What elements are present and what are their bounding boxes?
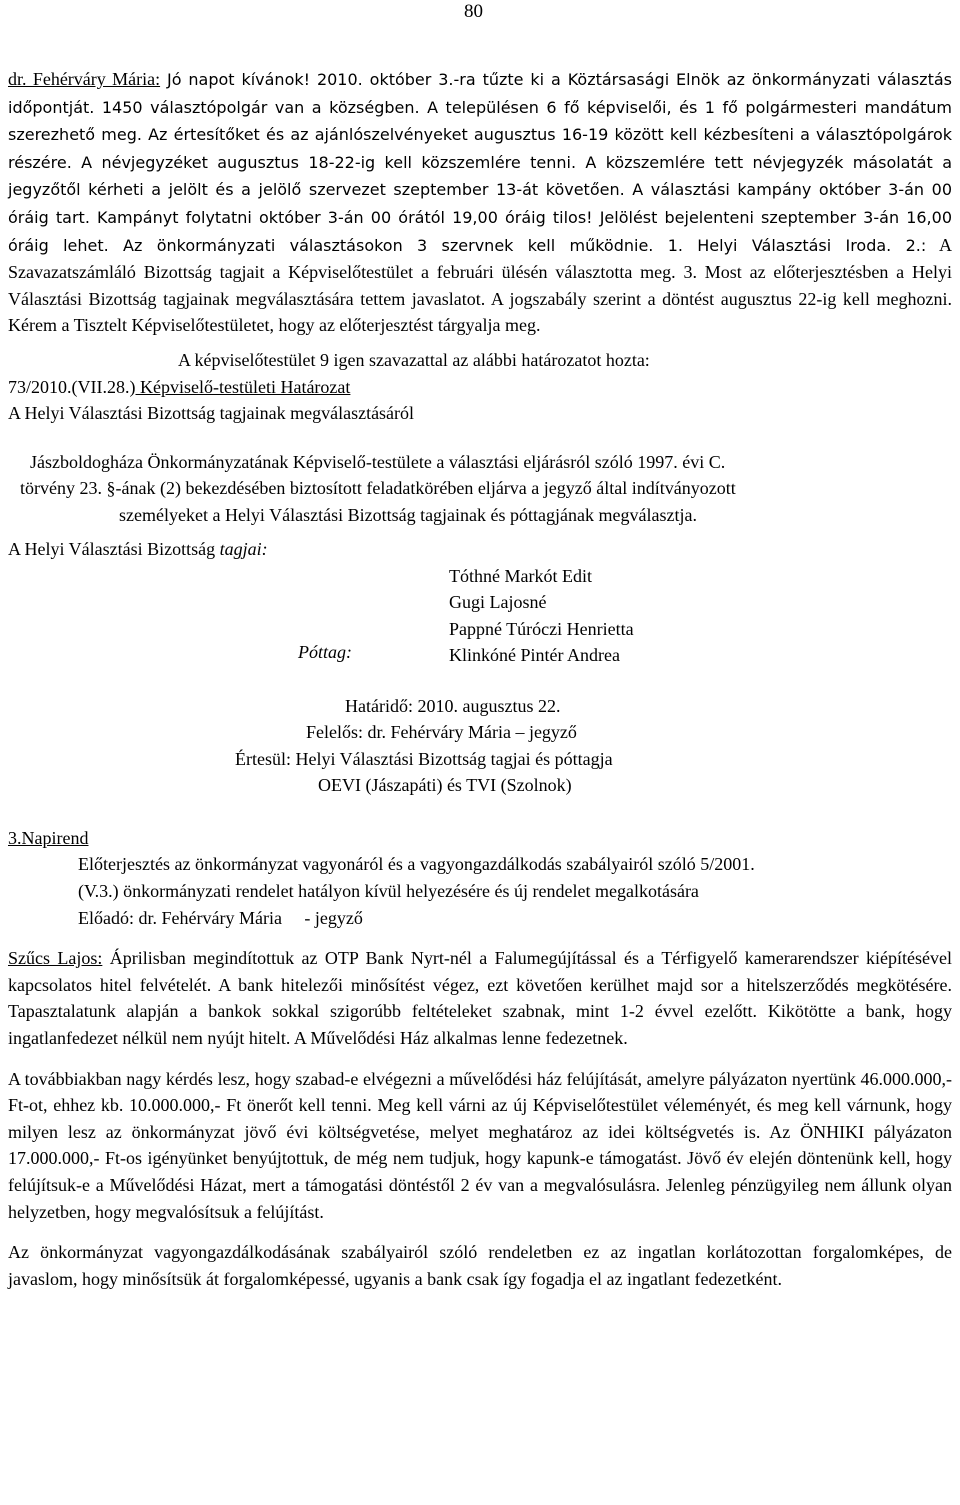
agenda-title-text: 3.Napirend — [8, 827, 89, 848]
deadline: Határidő: 2010. augusztus 22. — [345, 695, 561, 716]
resolution-type: Képviselő-testületi Határozat — [135, 376, 351, 397]
member-name: Gugi Lajosné — [449, 592, 547, 613]
agenda-presenter: Előadó: dr. Fehérváry Mária - jegyző — [78, 907, 363, 928]
members-label — [8, 539, 268, 560]
paragraph-3: Az önkormányzat vagyongazdálkodásának szabályairól szóló rendeletben ez az ingatlan korlátozottan forgalomképes, de javaslom, hogy minősítsük át forgalomképessé, ugyanis a bank csak így fogadja el az ingatlant fedezetként. — [8, 1242, 952, 1289]
resolution-body-line-2: törvény 23. §-ának (2) bekezdésében biztosított feladatkörében eljárva a jegyző által indítványozott — [20, 478, 736, 499]
substitute-name: Klinkóné Pintér Andrea — [449, 645, 620, 666]
agenda-title — [8, 825, 952, 852]
paragraph-1-text: Áprilisban megindítottuk az OTP Bank Nyrt-nél a Falumegújítással és a Térfigyelő kamerarendszer kiépítésével kapcsolatos hitel felvételét. A bank hitelezői minősítést végez, ezt követően kerülhet majd sor a hitelszerződés megkötésére. Tapasztalatunk alapján a bankok sokkal szigorúbb feltételeket szabnak, mint 1-2 évvel ezelőtt. Kikötötte a bank, hogy ingatlanfedezet nélkül nem nyújt hitelt. A Művelődési Ház alkalmas lenne fedezetnek. — [8, 948, 952, 1049]
members-label-italic: tagjai: — [219, 538, 268, 559]
vote-line: A képviselőtestület 9 igen szavazattal az alábbi határozatot hozta: — [178, 349, 650, 370]
intro-text-serif: A Szavazatszámláló Bizottság tagjait a Képviselőtestület a februári ülésén választotta meg. 3. Most az előterjesztésben a Helyi Választási Bizottság tagjainak megválasztására tettem javaslatot. A jogszabály szerint a döntést augusztus 22-ig kell meghozni. Kérem a Tisztelt Képviselőtestületet, hogy az előterjesztést tárgyalja meg. — [8, 234, 952, 336]
speaker-name: dr. Fehérváry Mária: — [8, 69, 161, 89]
resolution-body-line-3: személyeket a Helyi Választási Bizottság tagjainak és póttagjának megválasztja. — [119, 504, 697, 525]
member-name: Tóthné Markót Edit — [449, 565, 592, 586]
resolution-subject: A Helyi Választási Bizottság tagjainak megválasztásáról — [8, 403, 415, 424]
responsible: Felelős: dr. Fehérváry Mária – jegyző — [306, 722, 577, 743]
resolution-footer — [8, 693, 952, 720]
substitute-label: Póttag: — [298, 641, 352, 662]
notify: Értesül: Helyi Választási Bizottság tagjai és póttagja — [235, 748, 613, 769]
intro-text: Jó napot kívánok! 2010. október 3.-ra tűzte ki a Köztársasági Elnök az önkormányzati választás időpontját. 1450 választópolgár van a községben. A településen 6 fő képviselői, és 1 fő polgármesteri mandátum szerezhető meg. Az értesítőket és az ajánlószelvényeket augusztus 16-19 között kell kézbesíteni a választópolgárok részére. A névjegyzéket augusztus 18-22-ig kell közszemlére tenni. A közszemlére tett névjegyzék másolatát a jegyzőtől kérheti a jelölt és a jelölő szervezet szeptember 13-át követően. A választási kampány október 3-án 00 óráig tart. Kampányt folytatni október 3-án 00 órától 19,00 óráig tilos! Jelölést bejelenteni szeptember 3-án 16,00 óráig lehet. Az önkormányzati választásokon 3 szervnek kell működnie. 1. Helyi Választási Iroda. 2.: — [8, 70, 952, 255]
speaker-name: Szűcs Lajos: — [8, 948, 103, 969]
paragraph-2: A továbbiakban nagy kérdés lesz, hogy szabad-e elvégezni a művelődési ház felújítását, amelyre pályázaton nyertünk 46.000.000,- Ft-ot, ehhez kb. 10.000.000,- Ft önerőt kell tenni. Meg kell várni az új Képviselőtestület véleményét, és meg kell várnunk, hogy milyen lesz az önkormányzat jövő évi költségvetése, melyet meghatároz az idei költségvetés is. Az ÖNHIKI pályázaton 17.000.000,- Ft-os igényünket benyújtottuk, de még nem tudjuk, hogy kapunk-e támogatást. Jövő év elején döntenünk kell, hogy felújítsuk-e a Művelődési Házat, mert a támogatási döntéstől 2 év van a megvalósulásra. Jelenleg pénzügyileg nem állunk olyan helyzetben, hogy megvalósítsuk a felújítást. — [8, 1068, 952, 1222]
resolution-number: 73/2010.(VII.28.) — [8, 376, 136, 397]
notify-2: OEVI (Jászapáti) és TVI (Szolnok) — [318, 775, 572, 796]
members-label-prefix: A Helyi Választási Bizottság — [8, 538, 220, 559]
agenda-line-1: Előterjesztés az önkormányzat vagyonáról és a vagyongazdálkodás szabályairól szóló 5/2001. — [78, 854, 755, 875]
resolution-title — [8, 374, 952, 401]
intro-paragraph — [8, 66, 952, 339]
page-number: 80 — [464, 1, 483, 22]
member-name: Pappné Túróczi Henrietta — [449, 618, 634, 639]
resolution-body-line-1: Jászboldogháza Önkormányzatának Képviselő-testülete a választási eljárásról szóló 1997. évi C. — [30, 451, 726, 472]
paragraph-1 — [8, 945, 952, 1051]
document-body — [8, 66, 952, 1292]
agenda-line-2: (V.3.) önkormányzati rendelet hatályon kívül helyezésére és új rendelet megalkotására — [78, 881, 699, 902]
member-names — [449, 563, 634, 669]
committee-members — [8, 538, 952, 666]
